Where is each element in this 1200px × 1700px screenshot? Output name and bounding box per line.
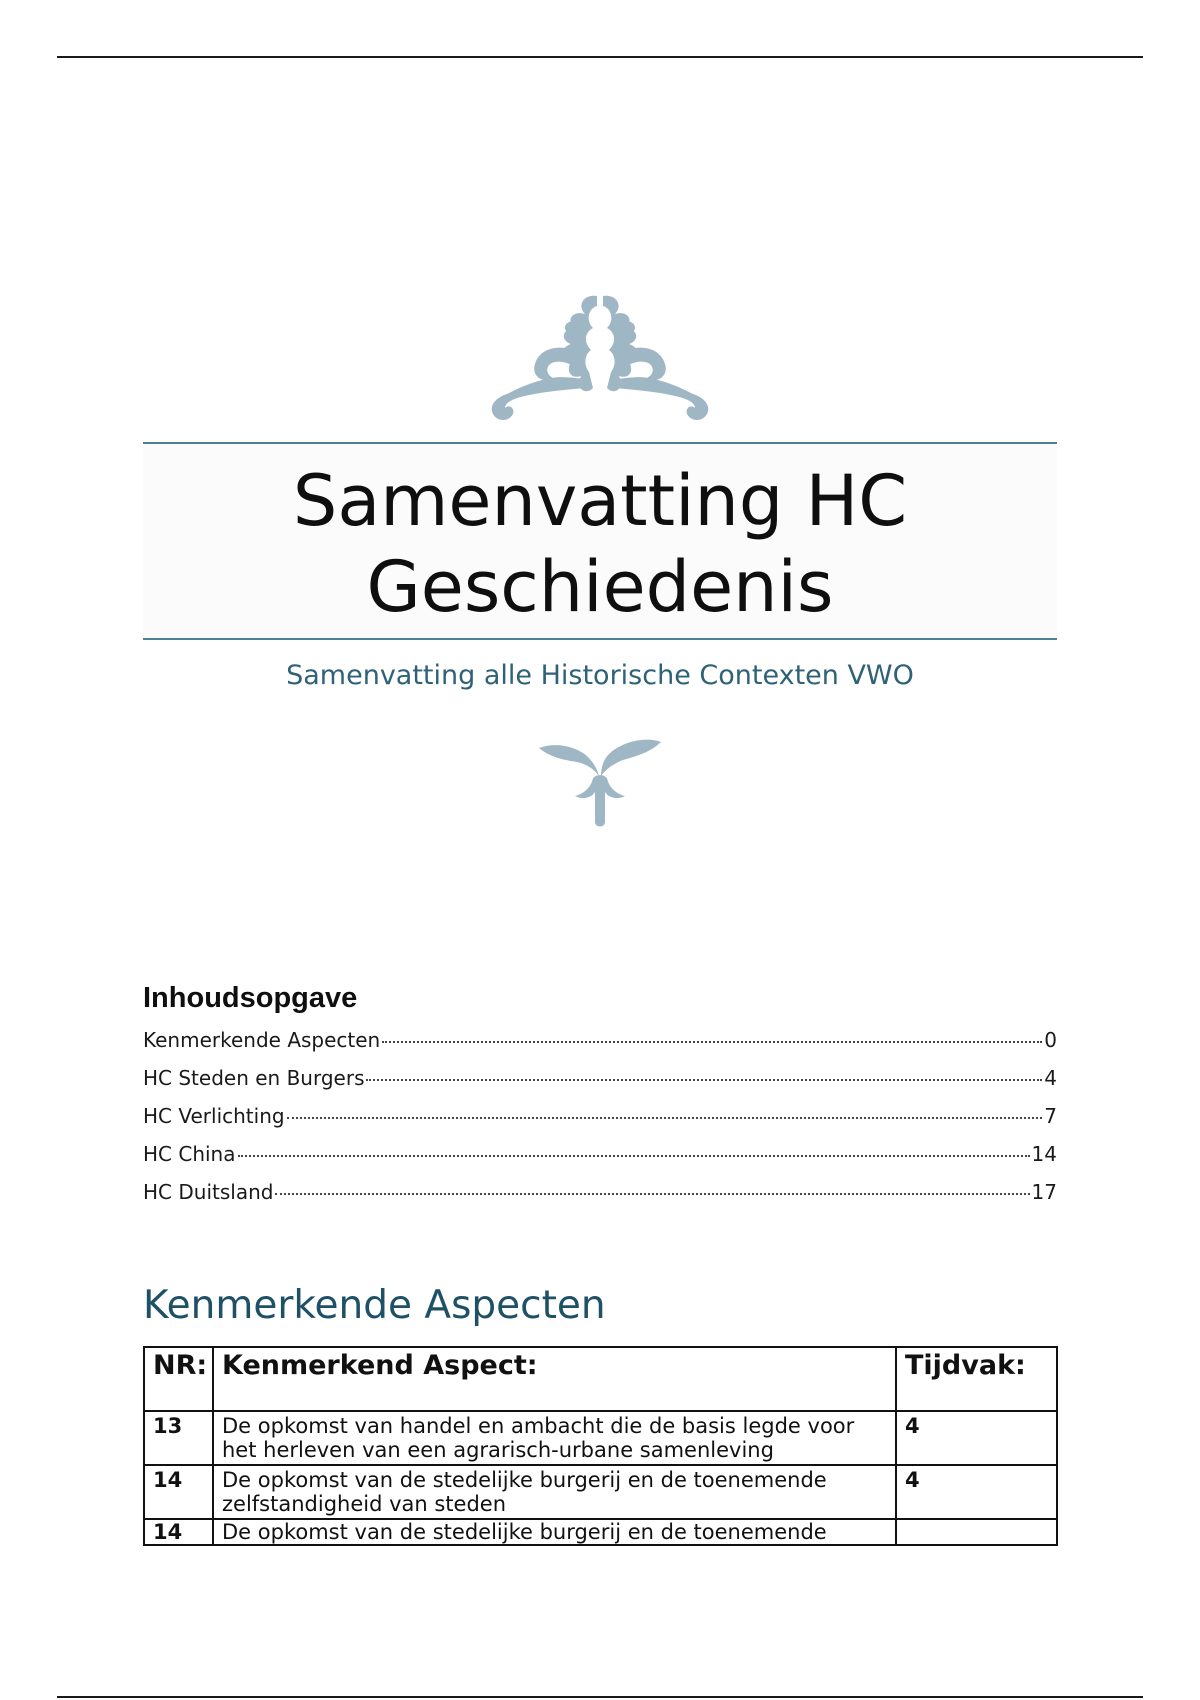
toc-entry-china[interactable] [143, 1142, 1057, 1180]
toc-entry-page: 4 [1044, 1066, 1057, 1090]
floral-ornament-icon [485, 292, 715, 422]
page-top-rule [57, 56, 1143, 58]
toc-entry-duitsland[interactable] [143, 1180, 1057, 1218]
toc-leader-dots [382, 1039, 1042, 1043]
table-row [144, 1519, 1057, 1545]
title-band [143, 442, 1057, 640]
cell-tijdvak: 4 [896, 1465, 1057, 1519]
cell-tijdvak: 4 [896, 1411, 1057, 1465]
cell-tijdvak [905, 1520, 1048, 1544]
toc-leader-dots [287, 1115, 1043, 1119]
cell-aspect: De opkomst van handel en ambacht die de basis legde voor het herleven van een agrarisch-urbane samenleving [213, 1411, 896, 1465]
toc-entry-kenmerkende-aspecten[interactable] [143, 1028, 1057, 1066]
cell-nr-wrap [144, 1519, 213, 1545]
table-of-contents [143, 1028, 1057, 1218]
cell-nr: 14 [144, 1465, 213, 1519]
table-row [144, 1411, 1057, 1465]
section-heading: Kenmerkende Aspecten [143, 1283, 606, 1328]
toc-entry-title: HC Steden en Burgers [143, 1066, 365, 1090]
toc-entry-page: 7 [1044, 1104, 1057, 1128]
document-subtitle: Samenvatting alle Historische Contexten VWO [286, 660, 914, 691]
kenmerkende-aspecten-table [143, 1346, 1058, 1546]
toc-entry-title: Kenmerkende Aspecten [143, 1028, 381, 1052]
toc-leader-dots [238, 1153, 1030, 1157]
toc-heading: Inhoudsopgave [143, 982, 358, 1014]
toc-leader-dots [275, 1191, 1029, 1195]
document-title: Samenvatting HC Geschiedenis [292, 460, 908, 628]
toc-entry-title: HC Duitsland [143, 1180, 274, 1204]
toc-entry-verlichting[interactable] [143, 1104, 1057, 1142]
leaf-ornament-icon [535, 738, 665, 828]
cell-aspect: De opkomst van de stedelijke burgerij en de toenemende zelfstandigheid van steden [213, 1465, 896, 1519]
toc-leader-dots [366, 1077, 1042, 1081]
page-bottom-rule [57, 1696, 1143, 1698]
toc-entry-page: 0 [1044, 1028, 1057, 1052]
cell-nr: 13 [144, 1411, 213, 1465]
toc-entry-page: 17 [1031, 1180, 1057, 1204]
toc-entry-title: HC China [143, 1142, 236, 1166]
table-header-row [144, 1347, 1057, 1411]
toc-entry-title: HC Verlichting [143, 1104, 285, 1128]
cell-aspect-wrap [213, 1519, 896, 1545]
cell-nr: 14 [153, 1520, 183, 1544]
cell-aspect: De opkomst van de stedelijke burgerij en de toenemende [222, 1520, 827, 1544]
column-header-aspect: Kenmerkend Aspect: [213, 1347, 896, 1411]
column-header-tijdvak: Tijdvak: [896, 1347, 1057, 1411]
toc-entry-steden-en-burgers[interactable] [143, 1066, 1057, 1104]
column-header-nr: NR: [144, 1347, 213, 1411]
table-row [144, 1465, 1057, 1519]
toc-entry-page: 14 [1031, 1142, 1057, 1166]
cell-tijdvak-wrap [896, 1519, 1057, 1545]
